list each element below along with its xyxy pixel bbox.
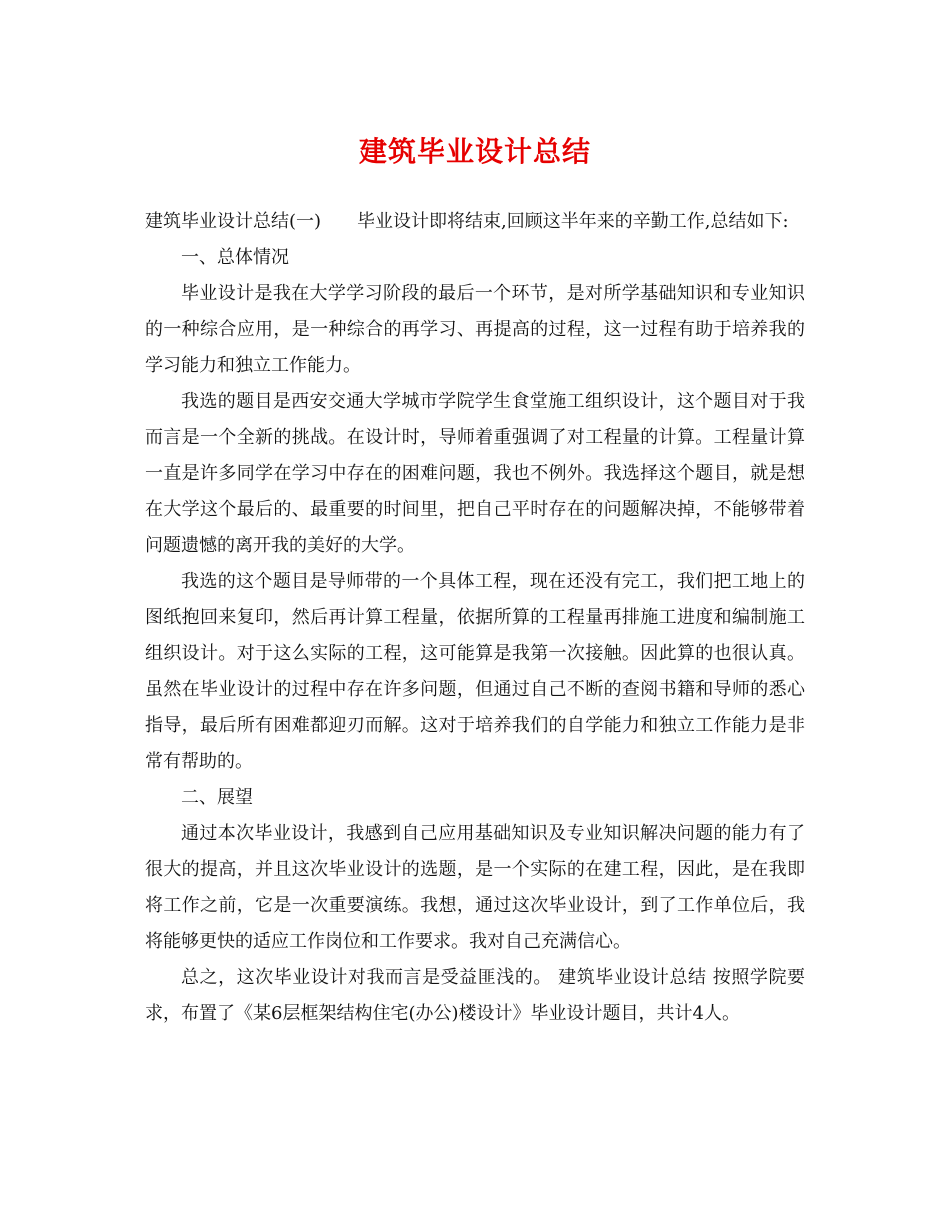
paragraph-topic: 我选的题目是西安交通大学城市学院学生食堂施工组织设计，这个题目对于我而言是一个全新的挑战。在设计时，导师着重强调了对工程量的计算。工程量计算一直是许多同学在学习中存在的困难问题，我也不例外。我选择这个题目，就是想在大学这个最后的、最重要的时间里，把自己平时存在的问题解决掉，不能够带着问题遗憾的离开我的美好的大学。 [145,391,805,556]
intro-text: 毕业设计即将结束,回顾这半年来的辛勤工作,总结如下: [357,211,789,232]
section-heading-overview: 一、总体情况 [181,247,289,268]
document-title: 建筑毕业设计总结 [358,135,591,168]
paragraph-outlook: 通过本次毕业设计，我感到自己应用基础知识及专业知识解决问题的能力有了很大的提高，并且这次毕业设计的选题，是一个实际的在建工程，因此，是在我即将工作之前，它是一次重要演练。我想，通过这次毕业设计，到了工作单位后，我将能够更快的适应工作岗位和工作要求。我对自己充满信心。 [145,823,805,952]
intro-paragraph [145,204,805,240]
paragraph-project: 我选的这个题目是导师带的一个具体工程，现在还没有完工，我们把工地上的图纸抱回来复印，然后再计算工程量，依据所算的工程量再排施工进度和编制施工组织设计。对于这么实际的工程，这可能算是我第一次接触。因此算的也很认真。虽然在毕业设计的过程中存在许多问题，但通过自己不断的查阅书籍和导师的悉心指导，最后所有困难都迎刃而解。这对于培养我们的自学能力和独立工作能力是非常有帮助的。 [145,571,805,772]
document-body [145,204,805,1032]
section-heading-outlook: 二、展望 [181,787,253,808]
paragraph-conclusion: 总之，这次毕业设计对我而言是受益匪浅的。 建筑毕业设计总结 按照学院要求，布置了《某6层框架结构住宅(办公)楼设计》毕业设计题目，共计4人。 [145,967,805,1024]
intro-heading: 建筑毕业设计总结(一) [145,211,322,232]
paragraph-overview: 毕业设计是我在大学学习阶段的最后一个环节，是对所学基础知识和专业知识的一种综合应用，是一种综合的再学习、再提高的过程，这一过程有助于培养我的学习能力和独立工作能力。 [145,283,805,376]
